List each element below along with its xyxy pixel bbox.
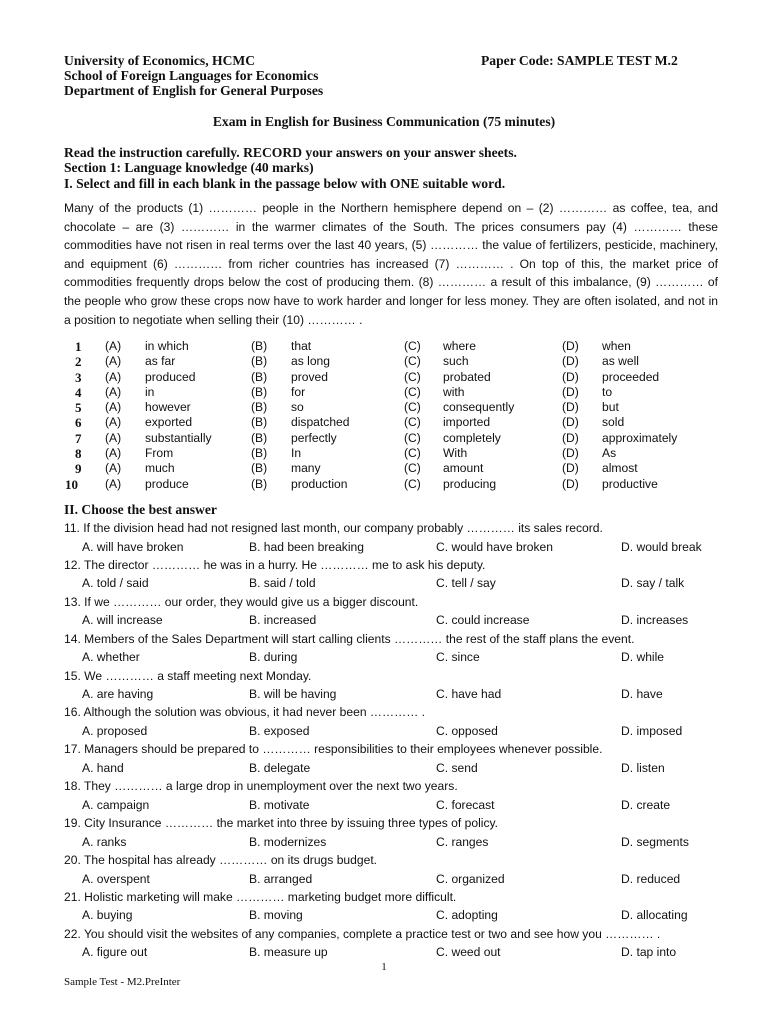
option-letter-a: (A) xyxy=(105,369,122,384)
option-d: productive xyxy=(602,476,658,491)
option-a: in xyxy=(145,384,155,399)
option-c: consequently xyxy=(443,400,515,415)
choice-d: D. create xyxy=(621,797,671,812)
option-letter-b: (B) xyxy=(251,415,268,430)
option-a: much xyxy=(145,461,175,476)
option-letter-b: (B) xyxy=(251,339,268,353)
option-letter-b: (B) xyxy=(251,354,268,369)
question-stem: 21. Holistic marketing will make ………… marketing budget more difficult. xyxy=(64,889,457,904)
choice-c: C. forecast xyxy=(436,797,495,812)
option-row xyxy=(64,446,724,461)
option-letter-c: (C) xyxy=(404,415,421,430)
part-1-title: I. Select and fill in each blank in the passage below with ONE suitable word. xyxy=(64,175,506,191)
option-d: As xyxy=(602,446,617,461)
choice-a: A. are having xyxy=(82,687,154,702)
option-d: approximately xyxy=(602,430,678,445)
question-item xyxy=(64,741,724,778)
exam-title: Exam in English for Business Communication (75 minutes) xyxy=(212,114,556,129)
option-c: With xyxy=(443,446,468,461)
choice-b: B. exposed xyxy=(249,723,310,738)
choice-a: A. campaign xyxy=(82,797,150,812)
choice-d: D. imposed xyxy=(621,723,683,738)
choice-d: D. say / talk xyxy=(621,576,685,591)
option-c: amount xyxy=(443,461,484,476)
option-d: almost xyxy=(602,461,638,476)
option-letter-c: (C) xyxy=(404,339,421,353)
question-stem: 17. Managers should be prepared to ………… responsibilities to their employees whenever possible. xyxy=(64,742,603,757)
choice-d: D. tap into xyxy=(621,945,677,960)
option-row xyxy=(64,339,724,354)
option-row xyxy=(64,415,724,430)
question-item xyxy=(64,926,724,963)
question-stem: 16. Although the solution was obvious, it had never been ………… . xyxy=(64,705,426,720)
option-letter-a: (A) xyxy=(105,400,122,415)
school-name: School of Foreign Languages for Economics xyxy=(64,68,319,84)
question-number: 5 xyxy=(75,400,82,416)
question-stem: 22. You should visit the websites of any companies, complete a practice test or two and see how you ………… . xyxy=(64,926,661,941)
choice-a: A. told / said xyxy=(82,576,149,591)
question-stem: 11. If the division head had not resigned last month, our company probably ………… its sales record. xyxy=(64,521,603,535)
option-row xyxy=(64,431,724,446)
choice-a: A. buying xyxy=(82,908,133,923)
option-letter-c: (C) xyxy=(404,430,421,445)
option-c: probated xyxy=(443,369,491,384)
choice-c: C. weed out xyxy=(436,945,501,960)
choice-a: A. figure out xyxy=(82,945,148,960)
option-letter-a: (A) xyxy=(105,354,122,369)
option-d: when xyxy=(602,339,631,353)
option-c: where xyxy=(443,339,476,353)
choice-a: A. whether xyxy=(82,650,140,665)
option-a: produced xyxy=(145,369,196,384)
choice-c: C. adopting xyxy=(436,908,498,923)
option-b: so xyxy=(291,400,304,415)
part-2-title: II. Choose the best answer xyxy=(64,502,217,517)
choice-b: B. had been breaking xyxy=(249,539,364,554)
choice-b: B. increased xyxy=(249,613,317,628)
choice-c: C. could increase xyxy=(436,613,530,628)
option-letter-b: (B) xyxy=(251,446,268,461)
choice-c: C. tell / say xyxy=(436,576,496,591)
question-item xyxy=(64,594,724,631)
option-c: imported xyxy=(443,415,491,430)
option-letter-a: (A) xyxy=(105,476,122,491)
option-d: as well xyxy=(602,354,639,369)
choice-a: A. ranks xyxy=(82,834,127,849)
choice-a: A. overspent xyxy=(82,871,150,886)
section-1-title: Section 1: Language knowledge (40 marks) xyxy=(64,160,314,176)
question-item xyxy=(64,668,724,705)
option-letter-d: (D) xyxy=(562,461,579,476)
department-name: Department of English for General Purposes xyxy=(64,83,324,99)
choice-c: C. send xyxy=(436,760,478,775)
option-a: substantially xyxy=(145,430,212,445)
paper-code: Paper Code: SAMPLE TEST M.2 xyxy=(481,53,678,68)
option-letter-b: (B) xyxy=(251,369,268,384)
choice-b: B. will be having xyxy=(249,687,337,702)
option-letter-d: (D) xyxy=(562,430,579,445)
option-letter-d: (D) xyxy=(562,339,579,353)
option-letter-a: (A) xyxy=(105,384,122,399)
question-number: 10 xyxy=(65,476,78,492)
question-stem: 13. If we ………… our order, they would give us a bigger discount. xyxy=(64,594,419,609)
option-letter-d: (D) xyxy=(562,384,579,399)
choice-a: A. will have broken xyxy=(82,539,184,554)
choice-c: C. would have broken xyxy=(436,539,553,554)
option-b: production xyxy=(291,476,348,491)
option-a: in which xyxy=(145,339,189,353)
option-letter-d: (D) xyxy=(562,446,579,461)
choice-c: C. organized xyxy=(436,871,505,886)
question-stem: 12. The director ………… he was in a hurry. He ………… me to ask his deputy. xyxy=(64,557,486,572)
question-number: 1 xyxy=(75,339,82,354)
option-letter-c: (C) xyxy=(404,476,421,491)
option-letter-d: (D) xyxy=(562,369,579,384)
option-a: produce xyxy=(145,476,189,491)
cloze-passage: Many of the products (1) ………… people in the Northern hemisphere depend on – (2) ………… as coffee, tea, and chocolate – are (3) ………… in the warmer climates of the South. The prices consumers pay (4) ………… these commodities have not risen in real terms over the last 40 years, (5) ………… the value of fertilizers, pesticide, machinery, and equipment (6) ………… from richer countries has increased (7) ………… . On top of this, the market price of commodities frequently drops below the cost of producing them. (8) ………… a result of this imbalance, (9) ………… of the people who grow these crops now have to work harder and longer for less money. They are often isolated, and not in a position to negotiate when selling their (10) ………… . xyxy=(64,201,718,327)
question-number: 4 xyxy=(75,384,82,400)
question-number: 2 xyxy=(75,354,82,370)
part2-questions xyxy=(64,520,724,963)
page-number: 1 xyxy=(381,961,387,973)
question-number: 7 xyxy=(75,430,82,446)
footer-label: Sample Test - M2.PreInter xyxy=(64,976,181,988)
option-letter-b: (B) xyxy=(251,476,268,491)
option-letter-a: (A) xyxy=(105,415,122,430)
option-letter-d: (D) xyxy=(562,400,579,415)
option-letter-a: (A) xyxy=(105,461,122,476)
choice-b: B. arranged xyxy=(249,871,313,886)
instructions xyxy=(64,145,517,191)
option-d: sold xyxy=(602,415,625,430)
option-letter-c: (C) xyxy=(404,446,421,461)
option-letter-c: (C) xyxy=(404,384,421,399)
question-item xyxy=(64,852,724,889)
choice-b: B. motivate xyxy=(249,797,310,812)
choice-d: D. reduced xyxy=(621,871,681,886)
option-d: proceeded xyxy=(602,369,660,384)
option-letter-a: (A) xyxy=(105,339,122,353)
option-b: many xyxy=(291,461,321,476)
question-number: 3 xyxy=(75,369,82,385)
question-item xyxy=(64,778,724,815)
choice-b: B. delegate xyxy=(249,760,311,775)
option-letter-b: (B) xyxy=(251,384,268,399)
choice-d: D. have xyxy=(621,687,663,702)
choice-b: B. moving xyxy=(249,908,303,923)
option-letter-d: (D) xyxy=(562,476,579,491)
choice-a: A. hand xyxy=(82,760,124,775)
option-letter-a: (A) xyxy=(105,446,122,461)
option-letter-d: (D) xyxy=(562,415,579,430)
option-a: From xyxy=(145,446,174,461)
choice-c: C. opposed xyxy=(436,723,498,738)
question-item xyxy=(64,704,724,741)
question-number: 9 xyxy=(75,461,82,477)
option-row xyxy=(64,370,724,385)
question-number: 8 xyxy=(75,446,82,462)
question-item xyxy=(64,631,724,668)
option-c: such xyxy=(443,354,469,369)
choice-d: D. segments xyxy=(621,834,689,849)
option-a: exported xyxy=(145,415,193,430)
option-letter-b: (B) xyxy=(251,400,268,415)
choice-d: D. would break xyxy=(621,539,702,554)
option-row xyxy=(64,400,724,415)
question-stem: 18. They ………… a large drop in unemployment over the next two years. xyxy=(64,779,458,794)
option-letter-c: (C) xyxy=(404,354,421,369)
choice-b: B. measure up xyxy=(249,945,328,960)
option-letter-b: (B) xyxy=(251,461,268,476)
option-b: as long xyxy=(291,354,330,369)
question-item xyxy=(64,520,724,557)
choice-d: D. allocating xyxy=(621,908,688,923)
option-row xyxy=(64,354,724,369)
option-b: that xyxy=(291,339,312,353)
option-c: producing xyxy=(443,476,497,491)
option-a: however xyxy=(145,400,191,415)
option-a: as far xyxy=(145,354,176,369)
question-stem: 19. City Insurance ………… the market into three by issuing three types of policy. xyxy=(64,816,498,831)
question-stem: 14. Members of the Sales Department will start calling clients ………… the rest of the staff plans the event. xyxy=(64,631,635,646)
option-row xyxy=(64,461,724,476)
choice-d: D. while xyxy=(621,650,665,665)
option-letter-c: (C) xyxy=(404,400,421,415)
option-d: to xyxy=(602,384,613,399)
choice-c: C. since xyxy=(436,650,480,665)
option-letter-c: (C) xyxy=(404,461,421,476)
choice-b: B. during xyxy=(249,650,298,665)
university-name: University of Economics, HCMC xyxy=(64,53,256,68)
option-c: with xyxy=(443,384,465,399)
option-letter-a: (A) xyxy=(105,430,122,445)
choice-b: B. said / told xyxy=(249,576,316,591)
option-row xyxy=(64,477,724,492)
option-b: perfectly xyxy=(291,430,337,445)
choice-a: A. proposed xyxy=(82,723,148,738)
question-item xyxy=(64,889,724,926)
question-item xyxy=(64,557,724,594)
choice-d: D. listen xyxy=(621,760,665,775)
option-b: proved xyxy=(291,369,328,384)
question-number: 6 xyxy=(75,415,82,431)
part1-options-table xyxy=(64,339,724,492)
choice-a: A. will increase xyxy=(82,613,163,628)
choice-c: C. have had xyxy=(436,687,502,702)
question-item xyxy=(64,815,724,852)
option-letter-d: (D) xyxy=(562,354,579,369)
option-letter-c: (C) xyxy=(404,369,421,384)
choice-d: D. increases xyxy=(621,613,689,628)
choice-b: B. modernizes xyxy=(249,834,327,849)
question-stem: 20. The hospital has already ………… on its drugs budget. xyxy=(64,853,378,868)
option-b: for xyxy=(291,384,306,399)
option-b: dispatched xyxy=(291,415,350,430)
instruction-line: Read the instruction carefully. RECORD your answers on your answer sheets. xyxy=(64,145,517,160)
question-stem: 15. We ………… a staff meeting next Monday. xyxy=(64,668,312,683)
choice-c: C. ranges xyxy=(436,834,489,849)
institution-block xyxy=(64,53,484,99)
option-row xyxy=(64,385,724,400)
option-b: In xyxy=(291,446,302,461)
option-c: completely xyxy=(443,430,501,445)
option-d: but xyxy=(602,400,619,415)
option-letter-b: (B) xyxy=(251,430,268,445)
